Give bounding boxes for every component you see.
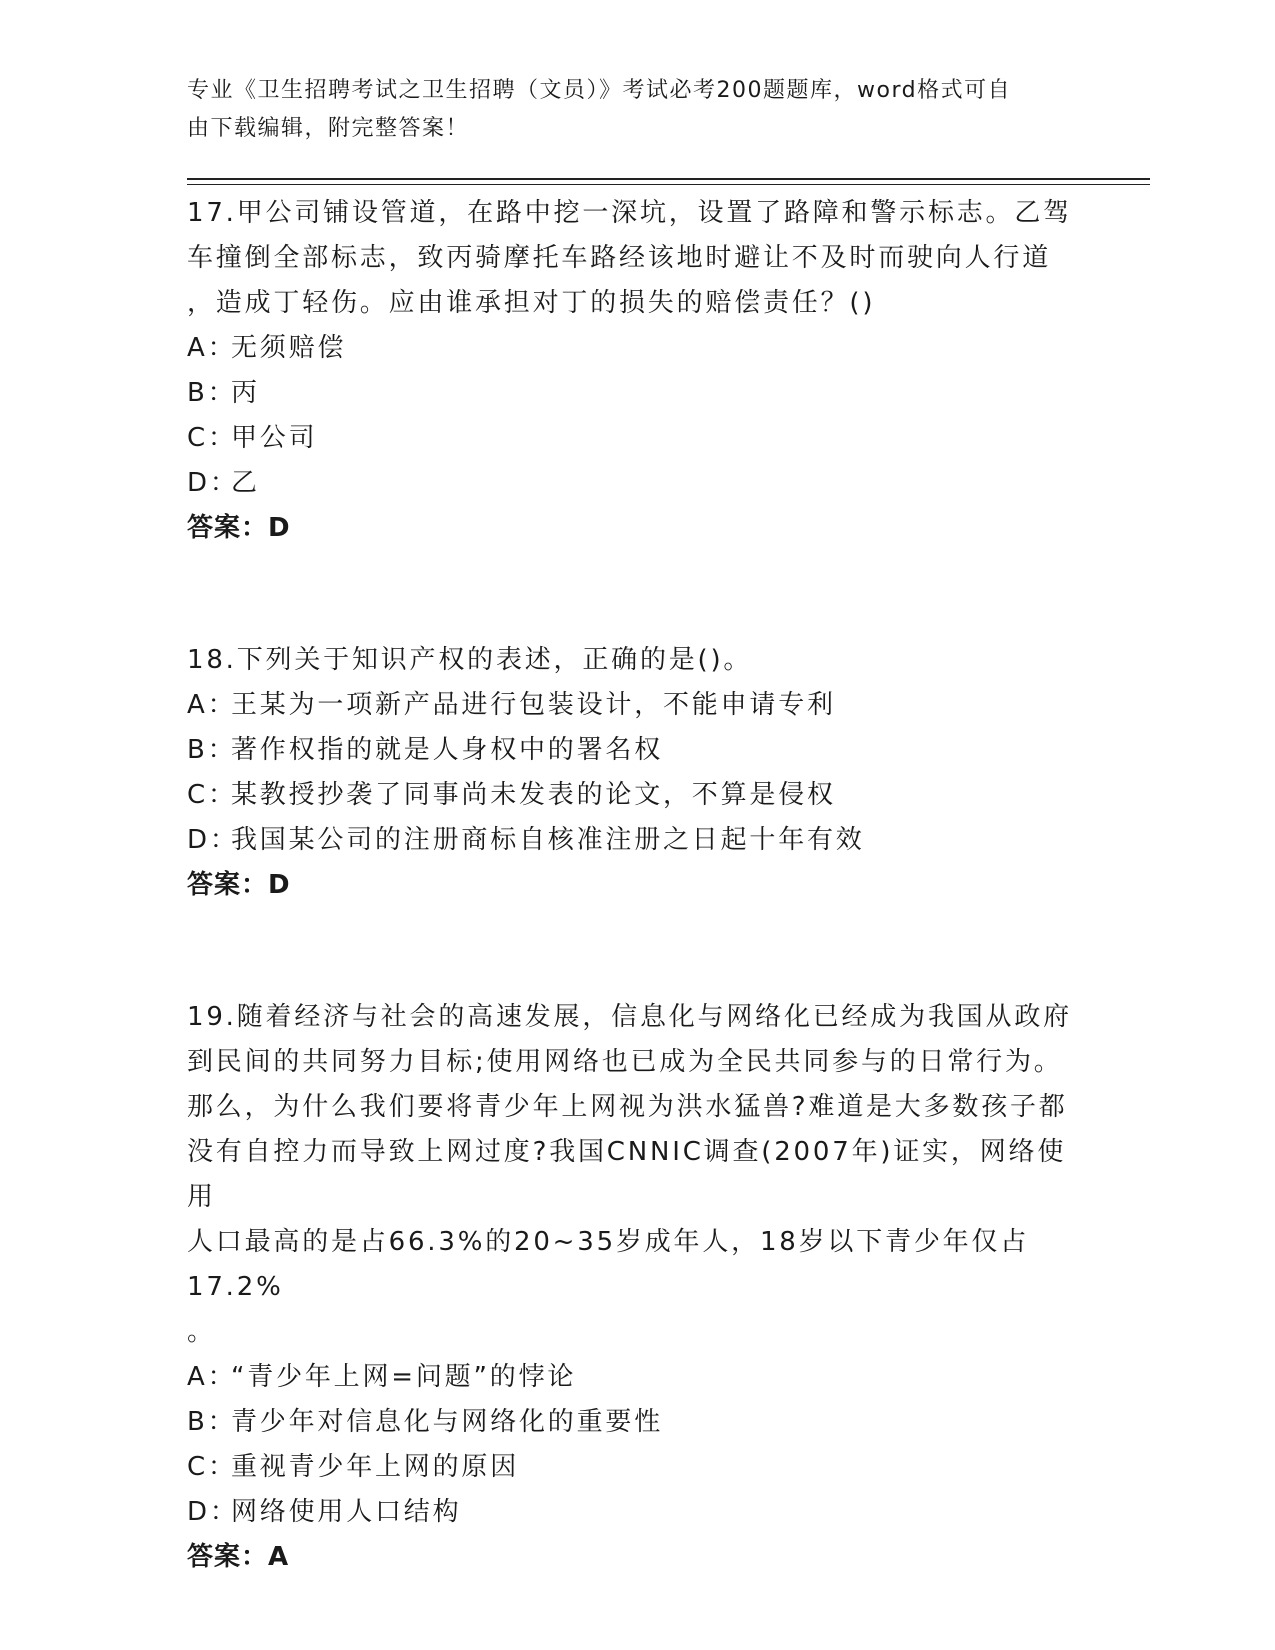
option-text: 网络使用人口结构 xyxy=(231,1497,462,1527)
question-spacer xyxy=(187,908,1087,995)
option-c xyxy=(187,773,1087,818)
option-a xyxy=(187,326,1087,371)
header-rule-thin xyxy=(187,184,1150,185)
option-d xyxy=(187,818,1087,863)
option-a xyxy=(187,1355,1087,1400)
option-d xyxy=(187,461,1087,506)
header-line: 由下载编辑，附完整答案！ xyxy=(187,116,470,141)
option-text: 某教授抄袭了同事尚未发表的论文，不算是侵权 xyxy=(231,780,836,810)
option-text: 甲公司 xyxy=(231,423,318,453)
question-list xyxy=(187,187,1087,1580)
stem-line: 车撞倒全部标志，致丙骑摩托车路经该地时避让不及时而驶向人行道 xyxy=(187,243,1052,273)
option-key: A： xyxy=(187,1362,237,1392)
option-d xyxy=(187,1490,1087,1535)
answer: 答案：D xyxy=(187,870,291,900)
option-b xyxy=(187,371,1087,416)
option-text: 王某为一项新产品进行包装设计，不能申请专利 xyxy=(231,690,836,720)
option-key: A： xyxy=(187,333,237,363)
question-spacer xyxy=(187,551,1087,638)
header-rule xyxy=(187,178,1150,180)
option-c xyxy=(187,1445,1087,1490)
option-b xyxy=(187,728,1087,773)
stem-line: 那么，为什么我们要将青少年上网视为洪水猛兽?难道是大多数孩子都 xyxy=(187,1092,1068,1122)
stem-line: 18.下列关于知识产权的表述，正确的是()。 xyxy=(187,645,753,675)
option-key: C： xyxy=(187,423,237,453)
stem-line: 人口最高的是占66.3%的20~35岁成年人，18岁以下青少年仅占17.2% xyxy=(187,1227,1030,1302)
option-text: 丙 xyxy=(231,378,260,408)
option-b xyxy=(187,1400,1087,1445)
stem-line: 17.甲公司铺设管道，在路中挖一深坑，设置了路障和警示标志。乙驾 xyxy=(187,198,1072,228)
question-18 xyxy=(187,638,1087,908)
stem-line: 到民间的共同努力目标;使用网络也已成为全民共同参与的日常行为。 xyxy=(187,1047,1063,1077)
option-a xyxy=(187,683,1087,728)
option-key: A： xyxy=(187,690,237,720)
option-key: D： xyxy=(187,468,239,498)
answer: 答案：D xyxy=(187,513,291,543)
question-19 xyxy=(187,995,1087,1580)
question-stem xyxy=(187,995,1087,1355)
option-key: C： xyxy=(187,780,237,810)
question-17 xyxy=(187,191,1087,551)
question-stem xyxy=(187,638,1087,683)
option-key: B： xyxy=(187,1407,237,1437)
header-line: 专业《卫生招聘考试之卫生招聘（文员）》考试必考200题题库，word格式可自 xyxy=(187,78,1012,103)
stem-line: 19.随着经济与社会的高速发展，信息化与网络化已经成为我国从政府 xyxy=(187,1002,1072,1032)
option-text: 重视青少年上网的原因 xyxy=(231,1452,520,1482)
option-key: D： xyxy=(187,825,239,855)
stem-line: 。 xyxy=(187,1317,216,1347)
option-key: B： xyxy=(187,735,237,765)
option-c xyxy=(187,416,1087,461)
stem-line: 没有自控力而导致上网过度?我国CNNIC调查(2007年)证实，网络使用 xyxy=(187,1137,1067,1212)
option-key: D： xyxy=(187,1497,239,1527)
question-stem xyxy=(187,191,1087,326)
answer: 答案：A xyxy=(187,1542,290,1572)
document-header xyxy=(187,72,1067,148)
option-key: C： xyxy=(187,1452,237,1482)
option-key: B： xyxy=(187,378,237,408)
option-text: 青少年对信息化与网络化的重要性 xyxy=(231,1407,664,1437)
option-text: 乙 xyxy=(231,468,260,498)
option-text: 著作权指的就是人身权中的署名权 xyxy=(231,735,664,765)
option-text: 无须赔偿 xyxy=(231,333,347,363)
stem-line: ，造成丁轻伤。应由谁承担对丁的损失的赔偿责任？() xyxy=(187,288,876,318)
option-text: 我国某公司的注册商标自核准注册之日起十年有效 xyxy=(231,825,865,855)
option-text: “青少年上网=问题”的悖论 xyxy=(231,1362,577,1392)
